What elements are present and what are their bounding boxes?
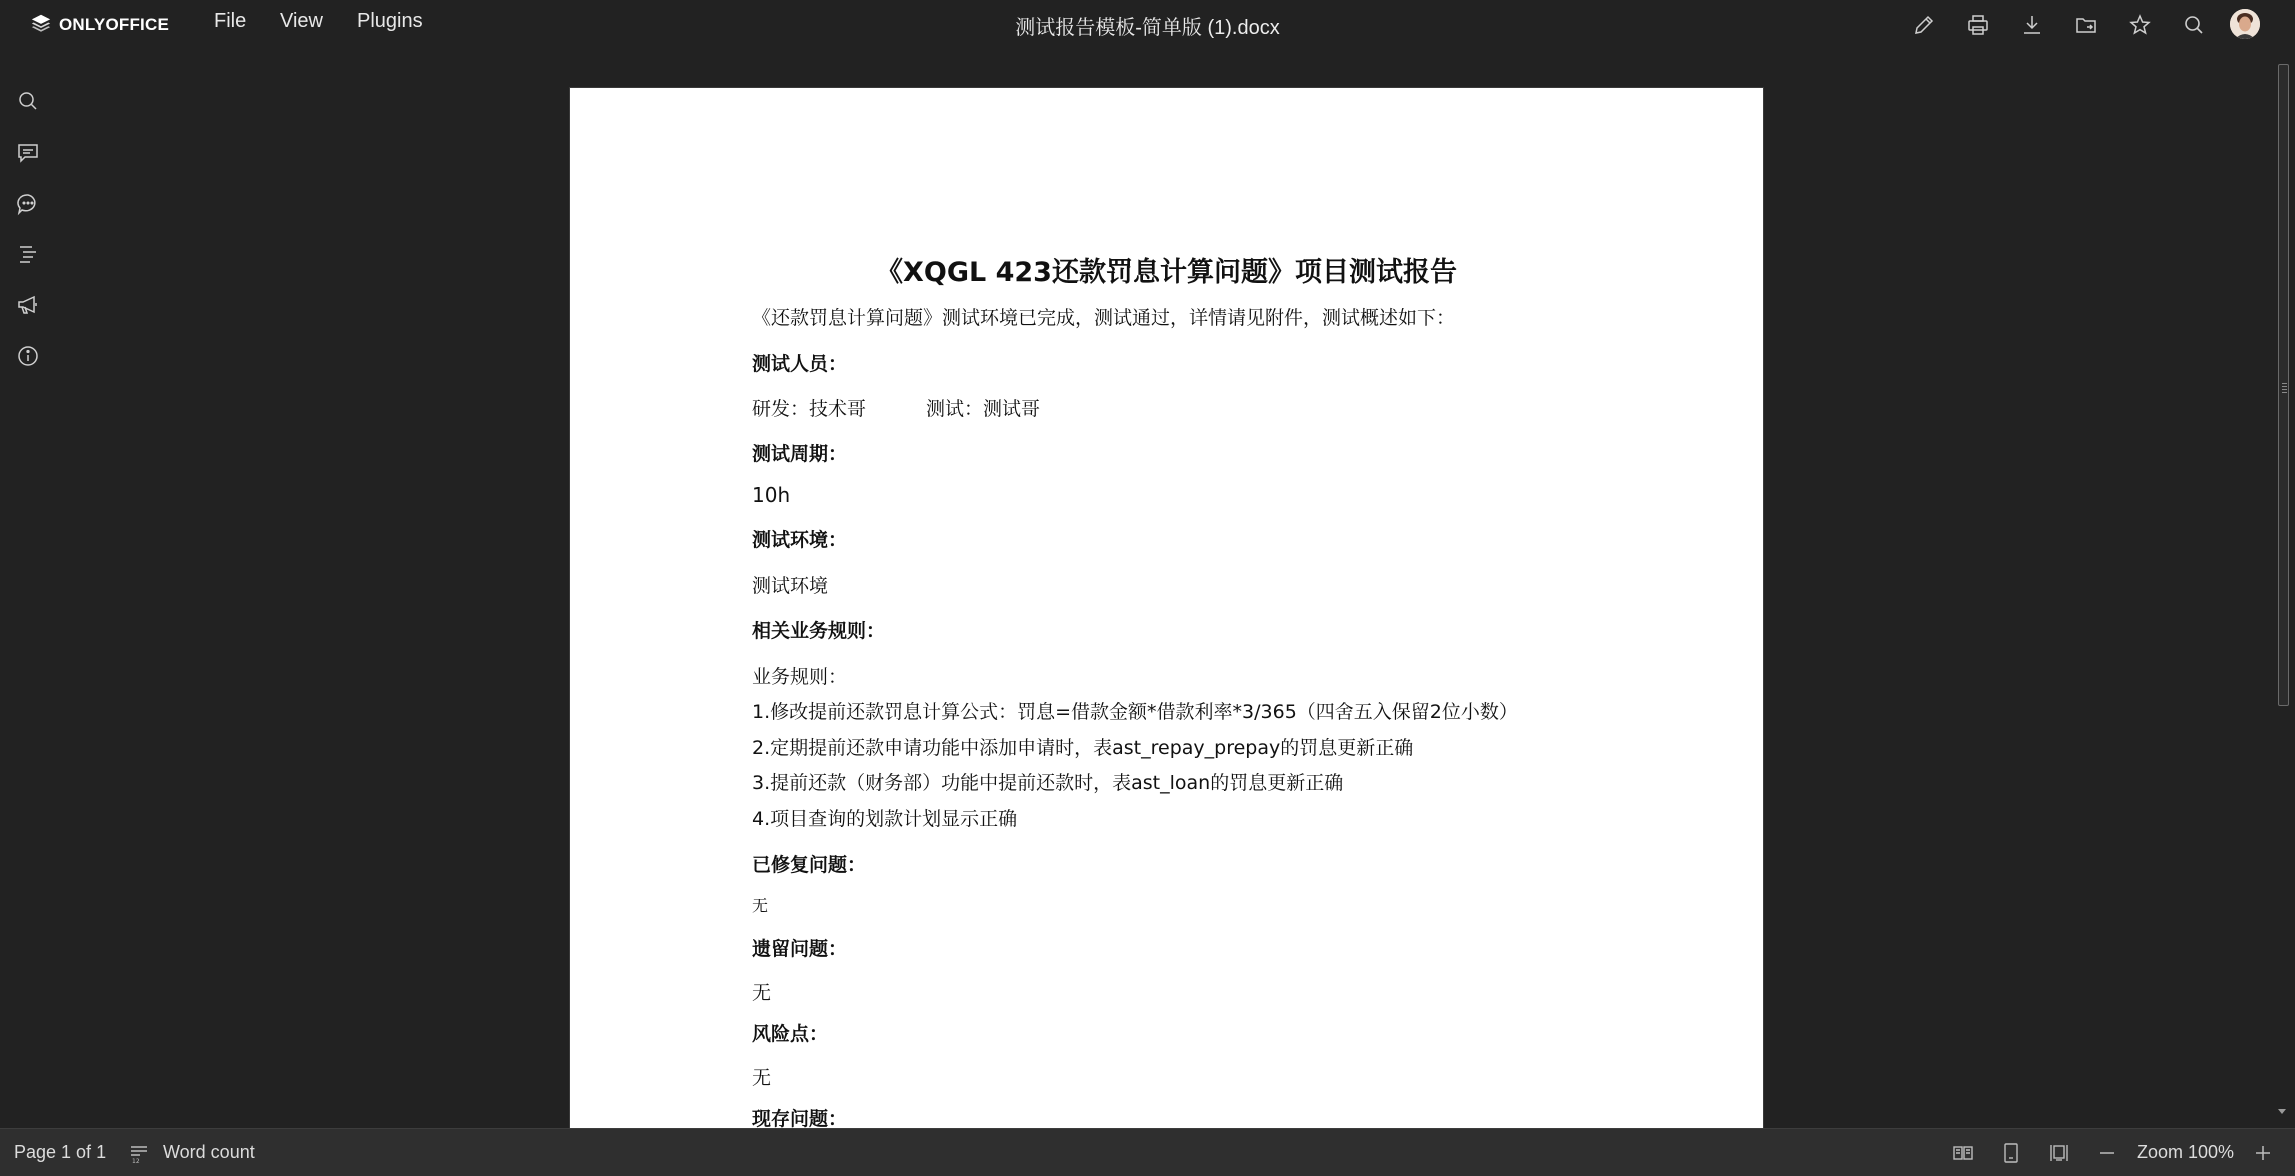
zoom-in-icon[interactable]: [2250, 1140, 2276, 1166]
top-bar: [0, 0, 2295, 50]
intro-paragraph: 《还款罚息计算问题》测试环境已完成，测试通过，详情请见附件，测试概述如下：: [752, 307, 1456, 329]
scrollbar-thumb[interactable]: [2278, 64, 2289, 706]
word-count-icon[interactable]: [126, 1140, 152, 1166]
menu-file[interactable]: File: [214, 10, 247, 32]
chat-icon[interactable]: [14, 190, 42, 218]
edit-icon[interactable]: [1910, 11, 1938, 39]
scroll-down-arrow[interactable]: [2276, 1103, 2288, 1119]
document-heading: 《XQGL 423还款罚息计算问题》项目测试报告: [876, 257, 1457, 288]
testers-heading: 测试人员：: [752, 353, 848, 375]
rules-heading: 相关业务规则：: [752, 620, 886, 642]
logo-text: ONLYOFFICE: [59, 15, 169, 34]
existing-heading: 现存问题：: [752, 1108, 848, 1128]
document-page[interactable]: [570, 88, 1763, 1128]
open-location-icon[interactable]: [2072, 11, 2100, 39]
remaining-heading: 遗留问题：: [752, 938, 848, 960]
avatar[interactable]: [2230, 9, 2260, 39]
developer-text: 研发：技术哥: [752, 398, 867, 420]
multi-page-view-icon[interactable]: [1950, 1140, 1976, 1166]
risk-heading: 风险点：: [752, 1023, 829, 1045]
document-title: 测试报告模板-简单版 (1).docx: [1015, 17, 1280, 39]
feedback-icon[interactable]: [14, 291, 42, 319]
search-icon[interactable]: [2180, 11, 2208, 39]
download-icon[interactable]: [2018, 11, 2046, 39]
word-count-button[interactable]: Word count: [163, 1142, 255, 1162]
env-heading: 测试环境：: [752, 529, 848, 551]
vertical-scrollbar[interactable]: [2275, 60, 2289, 1128]
star-icon[interactable]: [2126, 11, 2154, 39]
layers-icon: [30, 12, 52, 38]
svg-text:12: 12: [132, 1158, 140, 1165]
menu-view[interactable]: View: [280, 10, 323, 32]
rule-item: 4.项目查询的划款计划显示正确: [752, 808, 1018, 830]
info-icon[interactable]: [14, 342, 42, 370]
status-bar: [0, 1128, 2295, 1176]
rules-label: 业务规则：: [752, 666, 848, 688]
scroll-grip: [2282, 383, 2287, 384]
comment-icon[interactable]: [14, 139, 42, 167]
fit-width-icon[interactable]: [2046, 1140, 2072, 1166]
fit-page-icon[interactable]: [1998, 1140, 2024, 1166]
menu-plugins[interactable]: Plugins: [357, 10, 423, 32]
remaining-value: 无: [752, 982, 772, 1004]
tester-text: 测试：测试哥: [926, 398, 1041, 420]
rule-item: 3.提前还款（财务部）功能中提前还款时，表ast_loan的罚息更新正确: [752, 772, 1344, 794]
rule-item: 1.修改提前还款罚息计算公式：罚息=借款金额*借款利率*3/365（四舍五入保留2位小数）: [752, 701, 1518, 723]
testers-line: [752, 394, 1040, 421]
period-value: 10h: [752, 483, 791, 507]
app-logo[interactable]: [30, 12, 169, 38]
period-heading: 测试周期：: [752, 443, 848, 465]
zoom-level[interactable]: Zoom 100%: [2137, 1142, 2235, 1162]
navigation-icon[interactable]: [14, 240, 42, 268]
page-indicator[interactable]: Page 1 of 1: [14, 1142, 107, 1162]
fixed-heading: 已修复问题：: [752, 854, 867, 876]
fixed-value: 无: [752, 896, 769, 915]
risk-value: 无: [752, 1067, 772, 1089]
search-icon[interactable]: [14, 87, 42, 115]
rule-item: 2.定期提前还款申请功能中添加申请时，表ast_repay_prepay的罚息更新正确: [752, 737, 1414, 759]
print-icon[interactable]: [1964, 11, 1992, 39]
zoom-out-icon[interactable]: [2094, 1140, 2120, 1166]
env-value: 测试环境: [752, 575, 829, 597]
